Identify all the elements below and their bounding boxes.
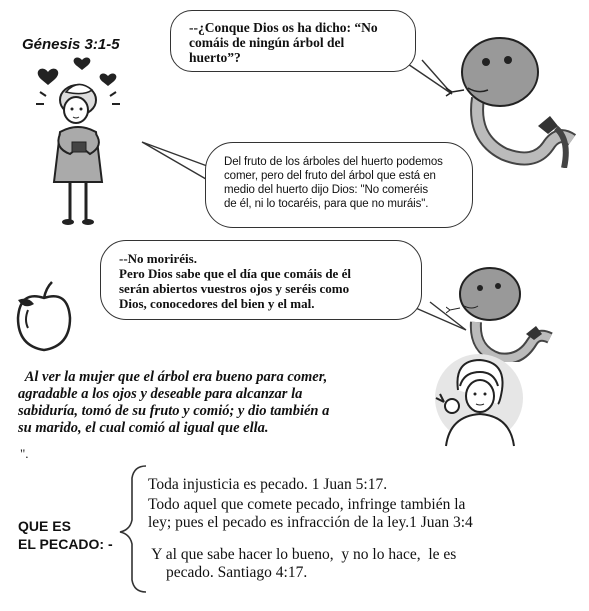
bubble2-text bbox=[224, 155, 443, 211]
sin-label-line: EL PECADO: - bbox=[18, 536, 113, 552]
bubble3-text bbox=[119, 251, 351, 311]
speech-bubble-serpent-2 bbox=[100, 240, 422, 320]
bubble1-text bbox=[189, 20, 378, 65]
speech-bubble-serpent-1 bbox=[170, 10, 416, 72]
bubble1-line: comáis de ningún árbol del bbox=[189, 35, 345, 50]
narrative-text bbox=[18, 369, 329, 437]
bubble2-line: medio del huerto dijo Dios: "No comeréis bbox=[224, 184, 428, 196]
curly-brace bbox=[118, 464, 148, 594]
bubble3-line: Pero Dios sabe que el día que comáis de él bbox=[119, 266, 351, 281]
serpent-illustration-middle bbox=[446, 262, 556, 362]
definition-3-line: pecado. Santiago 4:17. bbox=[166, 564, 308, 581]
definition-1: Toda injusticia es pecado. 1 Juan 5:17. bbox=[148, 476, 388, 493]
narrative-line: agradable a los ojos y deseable para alcanzar la bbox=[18, 386, 303, 402]
narrative-line: su marido, el cual comió al igual que ella. bbox=[18, 420, 269, 436]
sin-label-line: QUE ES bbox=[18, 518, 71, 534]
bubble2-line: comer, pero del fruto del árbol que está en bbox=[224, 170, 436, 182]
definition-3-line: Y al que sabe hacer lo bueno, y no lo hace, le es bbox=[148, 546, 457, 563]
eve-thinking-illustration bbox=[30, 52, 140, 232]
bubble2-line: Del fruto de los árboles del huerto podemos bbox=[224, 156, 443, 168]
bubble3-line: --No moriréis. bbox=[119, 251, 197, 266]
bubble1-line: huerto”? bbox=[189, 50, 241, 65]
bubble3-line: serán abiertos vuestros ojos y seréis como bbox=[119, 281, 350, 296]
narrative-line: Al ver la mujer que el árbol era bueno para comer, bbox=[18, 369, 328, 385]
speech-bubble-eve bbox=[205, 142, 473, 228]
scripture-reference: Génesis 3:1-5 bbox=[22, 36, 120, 53]
bubble2-line: de él, ni lo tocaréis, para que no muráis". bbox=[224, 198, 429, 210]
bubble1-line: --¿Conque Dios os ha dicho: “No bbox=[189, 20, 378, 35]
bubble3-line: Dios, conocedores del bien y el mal. bbox=[119, 296, 315, 311]
sin-definitions bbox=[148, 476, 554, 582]
stray-mark: ". bbox=[20, 446, 29, 461]
apple-icon bbox=[14, 280, 74, 352]
definition-2-line: Todo aquel que comete pecado, infringe también la bbox=[148, 496, 466, 513]
narrative-line: sabiduría, tomó de su fruto y comió; y dio también a bbox=[18, 403, 330, 419]
eve-eating-fruit-illustration bbox=[424, 350, 534, 450]
definition-2-line: ley; pues el pecado es infracción de la ley.1 Juan 3:4 bbox=[148, 514, 473, 531]
sin-label bbox=[18, 517, 113, 553]
